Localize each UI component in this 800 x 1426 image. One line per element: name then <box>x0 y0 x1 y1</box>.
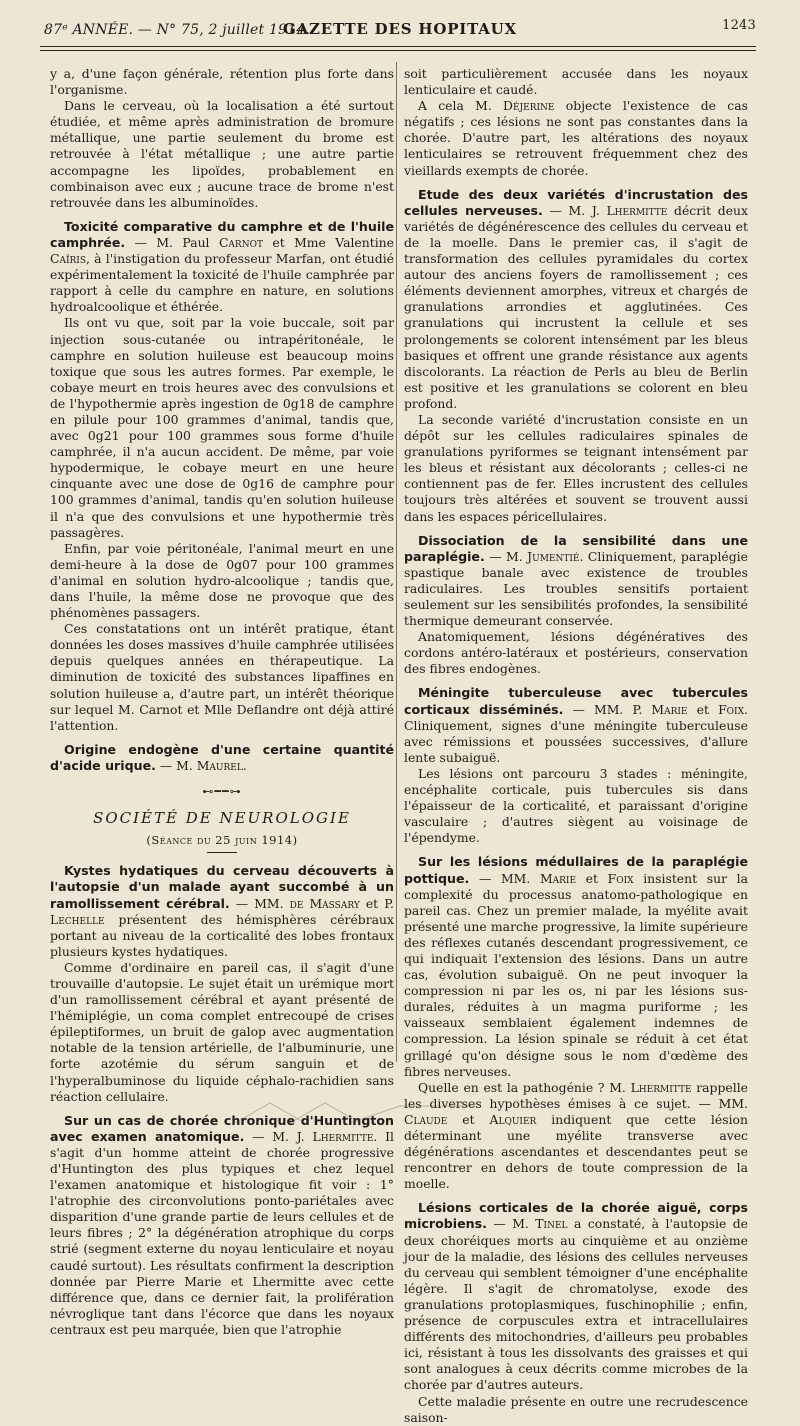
paragraph: A cela M. Déjerine objecte l'existence de cas négatifs ; ces lésions ne sont pas constantes dans la chorée. D'autre part, les altérations des noyaux lenticulaires se retrouvent fréquemment chez des vieillards exempts de chorée. <box>404 98 748 178</box>
paragraph: Enfin, par voie péritonéale, l'animal meurt en une demi-heure à la dose de 0g07 pour 100 grammes d'animal en solution hydro-alcoolique ; tandis que, dans l'huile, la même dose ne provoque que des phénomènes passagers. <box>50 540 394 621</box>
paragraph: La seconde variété d'incrustation consiste en un dépôt sur les cellules radiculaires spinales de granulations pyriformes se teignant intensément par les bleus et résistant aux décolorants ; celles-ci ne contiennent pas de fer. Elles incrustent des cellules toujours très altérées et souvent se trouvent aussi dans les espaces péricellulaires. <box>404 411 748 524</box>
section-meningite: Méningite tuberculeuse avec tubercules corticaux disséminés. — MM. P. Marie et Foix. Cliniquement, signes d'une méningite tuberculeuse avec rémissions et poussées successives, d'allure lente subaiguë. <box>404 685 748 765</box>
section-heading: Lésions corticales de la chorée aiguë, corps microbiens. <box>404 1200 748 1232</box>
paragraph: Ces constatations ont un intérêt pratique, étant données les doses massives d'huile camphrée utilisées depuis quelques années en thérapeutique. La diminution de toxicité des substances lipaffines en solution huileuse a, d'autre part, un intérêt théorique sur lequel M. Carnot et Mlle Deflandre ont déjà attiré l'attention. <box>50 621 394 733</box>
paragraph: Cette maladie présente en outre une recrudescence saison- <box>404 1393 748 1425</box>
paragraph: Les lésions ont parcouru 3 stades : méningite, encéphalite corticale, puis tubercules sis dans l'épaisseur de la corticalité, et paraissant d'origine vasculaire ; d'autres siègent au voisinage de l'épendyme. <box>404 765 748 846</box>
section-heading: Origine endogène d'une certaine quantité d'acide urique. <box>50 741 394 773</box>
library-stamp-mark <box>230 1098 480 1125</box>
paragraph: Quelle en est la pathogénie ? M. Lhermitte rappelle les diverses hypothèses émises à ce sujet. — MM. Claude et Alquier indiquent que cette lésion déterminant une myélite transverse avec dégénérations ascendantes et descendantes peut se rencontrer en dehors de toute compression de la moelle. <box>404 1079 748 1192</box>
paragraph: soit particulièrement accusée dans les noyaux lenticulaire et caudé. <box>404 66 748 98</box>
society-title: SOCIÉTÉ DE NEUROLOGIE <box>93 809 351 828</box>
ornament-divider: ⊷━━⊶ <box>202 785 242 799</box>
section-heading: Etude des deux variétés d'incrustation des cellules nerveuses. <box>404 186 748 218</box>
section-camphre: Toxicité comparative du camphre et de l'huile camphrée. — M. Paul Carnot et Mme Valentine Caïris, à l'instigation du professeur Marfan, ont étudié expérimentalement la toxicité de l'huile camphrée par rapport à celle du camphre en nature, en solutions hydroalcoolique et éthérée. <box>50 218 394 315</box>
right-column <box>404 66 748 1426</box>
section-choree-aigue: Lésions corticales de la chorée aiguë, corps microbiens. — M. Tinel a constaté, à l'autopsie de deux choréiques morts au cinquième et au onzième jour de la maladie, des lésions des cellules nerveuses du cerveau qui semblent témoigner d'une encéphalite légère. Il s'agit de chromatolyse, exode des granulations protoplasmiques, fuschinophilie ; enfin, présence de corpuscules extra et intracellulaires différents des mitochondries, d'ailleurs peu probables ici, résistant à tous les dissolvants des graisses et qui sont analogues à ceux décrits comme microbes de la chorée par d'autres auteurs. <box>404 1200 748 1393</box>
header-rule-bottom <box>40 50 756 51</box>
section-heading: Toxicité comparative du camphre et de l'huile camphrée. <box>50 218 394 250</box>
section-huntington: Sur un cas de chorée chronique d'Huntington avec examen anatomique. — M. J. Lhermitte. Il s'agit d'un homme atteint de chorée progressive d'Huntington des plus typiques et chez lequel l'examen anatomique et histologique fit voir : 1° l'atrophie des circonvolutions ponto-pariétales avec disparition d'une grande partie de leurs cellules et de leurs fibres ; 2° la dégénération atrophique du corps strié (segment externe du noyau lenticulaire et noyau caudé surtout). Les résultats confirment la description donnée par Pierre Marie et Lhermitte avec cette différence que, dans ce dernier fait, la prolifération névroglique tant dans l'écorce que dans les noyaux centraux est peu marquée, bien que l'atrophie <box>50 1112 394 1337</box>
section-dissociation: Dissociation de la sensibilité dans une paraplégie. — M. Jumentié. Cliniquement, paraplégie spastique banale avec existence de troubles radiculaires. Les troubles sensitifs portaient seulement sur les sensibilités profondes, la sensibilité thermique demeurant conservée. <box>404 532 748 629</box>
section-heading: Kystes hydatiques du cerveau découverts à l'autopsie d'un malade ayant succombé à un ramollissement cérébral. <box>50 863 394 911</box>
paragraph: Ils ont vu que, soit par la voie buccale, soit par injection sous-cutanée ou intrapéritonéale, le camphre en solution huileuse est beaucoup moins toxique que sous les autres formes. Par exemple, le cobaye meurt en trois heures avec des convulsions et de l'hypothermie après ingestion de 0g18 de camphre en pilule pour 100 grammes d'animal, tandis que, avec 0g21 pour 100 grammes sous forme d'huile camphrée, il n'a aucun accident. De même, par voie hypodermique, le cobaye meurt en une heure cinquante avec une dose de 0g16 de camphre pour 100 grammes d'animal, tandis qu'en solution huileuse il n'a que des convulsions et une hypothermie très passagères. <box>50 315 394 540</box>
running-header <box>44 18 756 42</box>
short-rule <box>207 852 237 853</box>
section-acide-urique: Origine endogène d'une certaine quantité d'acide urique. — M. Maurel. <box>50 741 394 773</box>
journal-title: GAZETTE DES HOPITAUX <box>282 20 517 38</box>
column-divider <box>396 62 397 1062</box>
seance-date: (Séance du 25 juin 1914) <box>146 833 298 848</box>
section-incrustation: Etude des deux variétés d'incrustation des cellules nerveuses. — M. J. Lhermitte décrit deux variétés de dégénérescence des cellules du cerveau et de la moelle. Dans le premier cas, il s'agit de transformation des cellules pyramidales du cortex autour des anciens foyers de ramollissement ; ces éléments deviennent amorphes, vitreux et chargés de granulations arrondies et agglutinées. Ces granulations qui incrustent la cellule et ses prolongements se colorent intensément par les bleus basiques et offrent une grande résistance aux agents discolorants. La réaction de Perls au bleu de Berlin est positive et les granulations se colorent en bleu profond. <box>404 186 748 411</box>
paragraph: y a, d'une façon générale, rétention plus forte dans l'organisme. <box>50 66 394 98</box>
page-number: 1243 <box>722 18 756 33</box>
section-kystes: Kystes hydatiques du cerveau découverts à l'autopsie d'un malade ayant succombé à un ramollissement cérébral. — MM. de Massary et P. Lechelle présentent des hémisphères cérébraux portant au niveau de la corticalité des lobes frontaux plusieurs kystes hydatiques. <box>50 863 394 959</box>
header-rule-top <box>40 46 756 47</box>
left-column <box>50 66 394 1338</box>
paragraph: Anatomiquement, lésions dégénératives des cordons antéro-latéraux et postérieurs, conservation des fibres endogènes. <box>404 629 748 677</box>
section-heading: Méningite tuberculeuse avec tubercules corticaux disséminés. <box>404 685 748 717</box>
issue-info: 87ᵉ ANNÉE. — N° 75, 2 juillet 1914. <box>44 22 311 38</box>
section-heading: Dissociation de la sensibilité dans une paraplégie. <box>404 532 748 564</box>
section-heading: Sur les lésions médullaires de la paraplégie pottique. <box>404 854 748 886</box>
paragraph: Comme d'ordinaire en pareil cas, il s'agit d'une trouvaille d'autopsie. Le sujet était un urémique mort d'un ramollissement cérébral et ayant présenté de l'hémiplégie, un coma complet entrecoupé de crises épileptiformes, un bruit de galop avec augmentation notable de la tension artérielle, de l'albuminurie, une forte azotémie du sérum sanguin et de l'hyperalbuminose du liquide céphalo-rachidien sans réaction cellulaire. <box>50 959 394 1104</box>
paragraph: Dans le cerveau, où la localisation a été surtout étudiée, et même après administration de bromure métallique, une partie seulement du brome est retrouvée à l'état métallique ; une autre partie accompagne les lipoïdes, probablement en combinaison avec eux ; aucune trace de brome n'est retrouvée dans les albuminoïdes. <box>50 98 394 210</box>
section-heading: Sur un cas de chorée chronique d'Huntington avec examen anatomique. <box>50 1112 394 1144</box>
section-pottique: Sur les lésions médullaires de la paraplégie pottique. — MM. Marie et Foix insistent sur la complexité du processus anatomo-pathologique en pareil cas. Chez un premier malade, la myélite avait présenté une marche progressive, la limite supérieure des réflexes cutanés descendant progressivement, ce qui indiquait l'extension des lésions. Dans un autre cas, évolution subaiguë. On ne peut invoquer la compression ni par les os, ni par les lésions sus-durales, réduites à un magma puriforme ; les vaisseaux semblaient également indemnes de compression. La lésion spinale se réduit à cet état grillagé qu'on désigne sous le nom d'œdème des fibres nerveuses. <box>404 854 748 1079</box>
